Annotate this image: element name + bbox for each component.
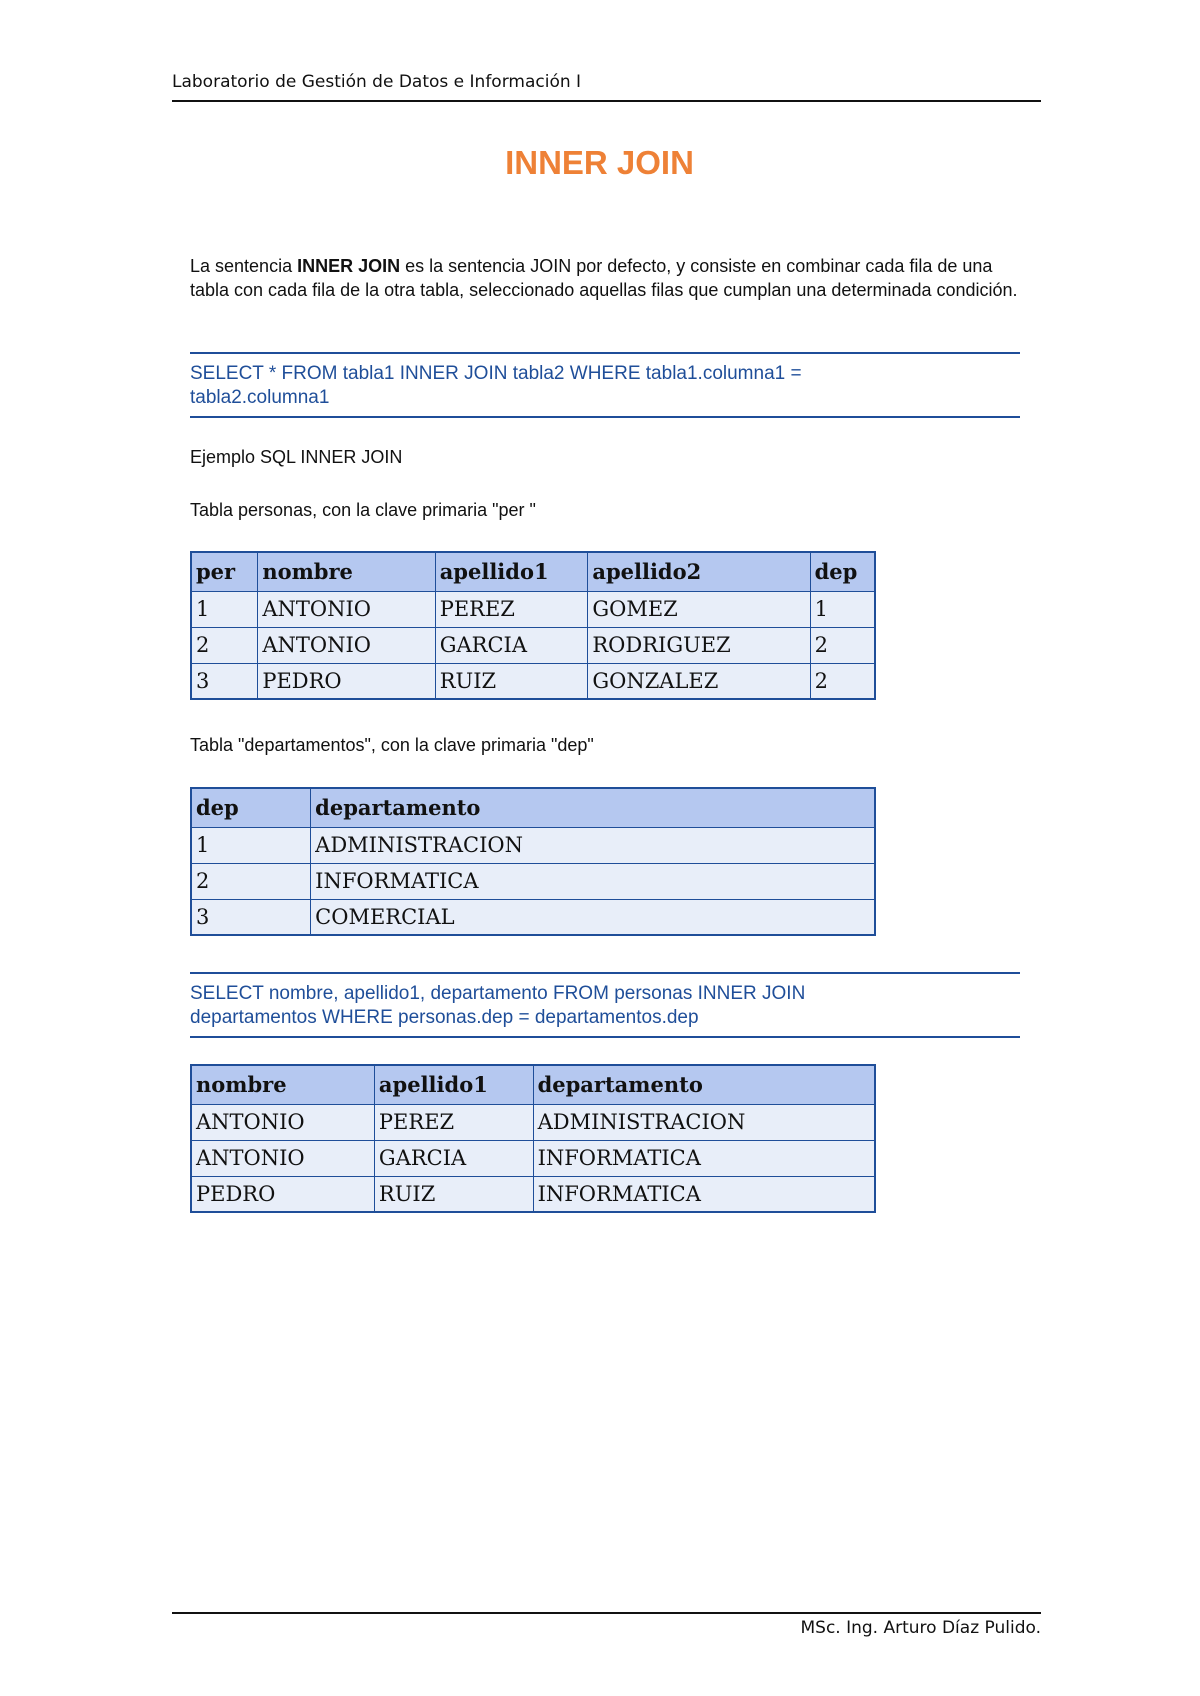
table-row (191, 827, 875, 863)
table-cell: RODRIGUEZ (588, 627, 810, 663)
table-row (191, 1104, 875, 1140)
personas-table (190, 551, 876, 700)
header-rule (172, 100, 1041, 102)
intro-bold-keyword: INNER JOIN (297, 256, 401, 276)
table-cell: ANTONIO (191, 1104, 374, 1140)
intro-text-before: La sentencia (190, 256, 298, 276)
table-cell: COMERCIAL (311, 899, 875, 935)
column-header: apellido2 (588, 552, 810, 591)
table-row (191, 1176, 875, 1212)
table-cell: GARCIA (435, 627, 588, 663)
table-header-row (191, 552, 875, 591)
column-header: apellido1 (435, 552, 588, 591)
table-row (191, 663, 875, 699)
table-cell: 2 (810, 627, 875, 663)
table-header-row (191, 788, 875, 827)
intro-paragraph (190, 254, 1030, 302)
sql-syntax-line-1: SELECT * FROM tabla1 INNER JOIN tabla2 WHERE tabla1.columna1 = (190, 363, 802, 384)
page-footer: MSc. Ing. Arturo Díaz Pulido. (800, 1618, 1041, 1638)
intro-text-after: es la sentencia JOIN por defecto, y consiste en combinar cada fila de una tabla con cada fila de la otra tabla, seleccionado aquellas filas que cumplan una determinada condición. (190, 256, 1018, 300)
table-cell: 1 (191, 827, 311, 863)
sql-syntax-block (190, 352, 1020, 418)
table-cell: PEDRO (258, 663, 435, 699)
example-heading: Ejemplo SQL INNER JOIN (190, 447, 403, 467)
column-header: apellido1 (374, 1065, 533, 1104)
table-row (191, 627, 875, 663)
table-cell: 2 (191, 627, 258, 663)
footer-rule (172, 1612, 1041, 1614)
table-header-row (191, 1065, 875, 1104)
table-cell: RUIZ (374, 1176, 533, 1212)
table-cell: ADMINISTRACION (311, 827, 875, 863)
table-cell: 1 (191, 591, 258, 627)
sql-syntax-line-2: tabla2.columna1 (190, 387, 330, 408)
column-header: departamento (533, 1065, 875, 1104)
table-cell: GONZALEZ (588, 663, 810, 699)
column-header: per (191, 552, 258, 591)
table-cell: GOMEZ (588, 591, 810, 627)
table-cell: PEREZ (435, 591, 588, 627)
table-row (191, 899, 875, 935)
table-cell: 3 (191, 899, 311, 935)
table-row (191, 591, 875, 627)
page-header: Laboratorio de Gestión de Datos e Información I (172, 72, 582, 92)
column-header: nombre (258, 552, 435, 591)
column-header: dep (810, 552, 875, 591)
result-table (190, 1064, 876, 1213)
table-cell: ANTONIO (258, 627, 435, 663)
table-cell: INFORMATICA (533, 1140, 875, 1176)
table-cell: RUIZ (435, 663, 588, 699)
table-cell: 3 (191, 663, 258, 699)
table-row (191, 1140, 875, 1176)
table-cell: ANTONIO (191, 1140, 374, 1176)
departamentos-table (190, 787, 876, 936)
sql-example-line-1: SELECT nombre, apellido1, departamento FROM personas INNER JOIN (190, 983, 806, 1004)
table-cell: 2 (191, 863, 311, 899)
personas-caption: Tabla personas, con la clave primaria "per " (190, 500, 536, 520)
table-cell: 2 (810, 663, 875, 699)
sql-example-line-2: departamentos WHERE personas.dep = departamentos.dep (190, 1007, 699, 1028)
table-cell: PEREZ (374, 1104, 533, 1140)
column-header: nombre (191, 1065, 374, 1104)
table-cell: ADMINISTRACION (533, 1104, 875, 1140)
departamentos-caption: Tabla "departamentos", con la clave primaria "dep" (190, 735, 594, 755)
table-cell: INFORMATICA (311, 863, 875, 899)
table-cell: INFORMATICA (533, 1176, 875, 1212)
table-cell: GARCIA (374, 1140, 533, 1176)
sql-example-block (190, 972, 1020, 1038)
page-title: INNER JOIN (505, 144, 694, 181)
table-cell: PEDRO (191, 1176, 374, 1212)
column-header: dep (191, 788, 311, 827)
table-row (191, 863, 875, 899)
table-cell: 1 (810, 591, 875, 627)
column-header: departamento (311, 788, 875, 827)
table-cell: ANTONIO (258, 591, 435, 627)
